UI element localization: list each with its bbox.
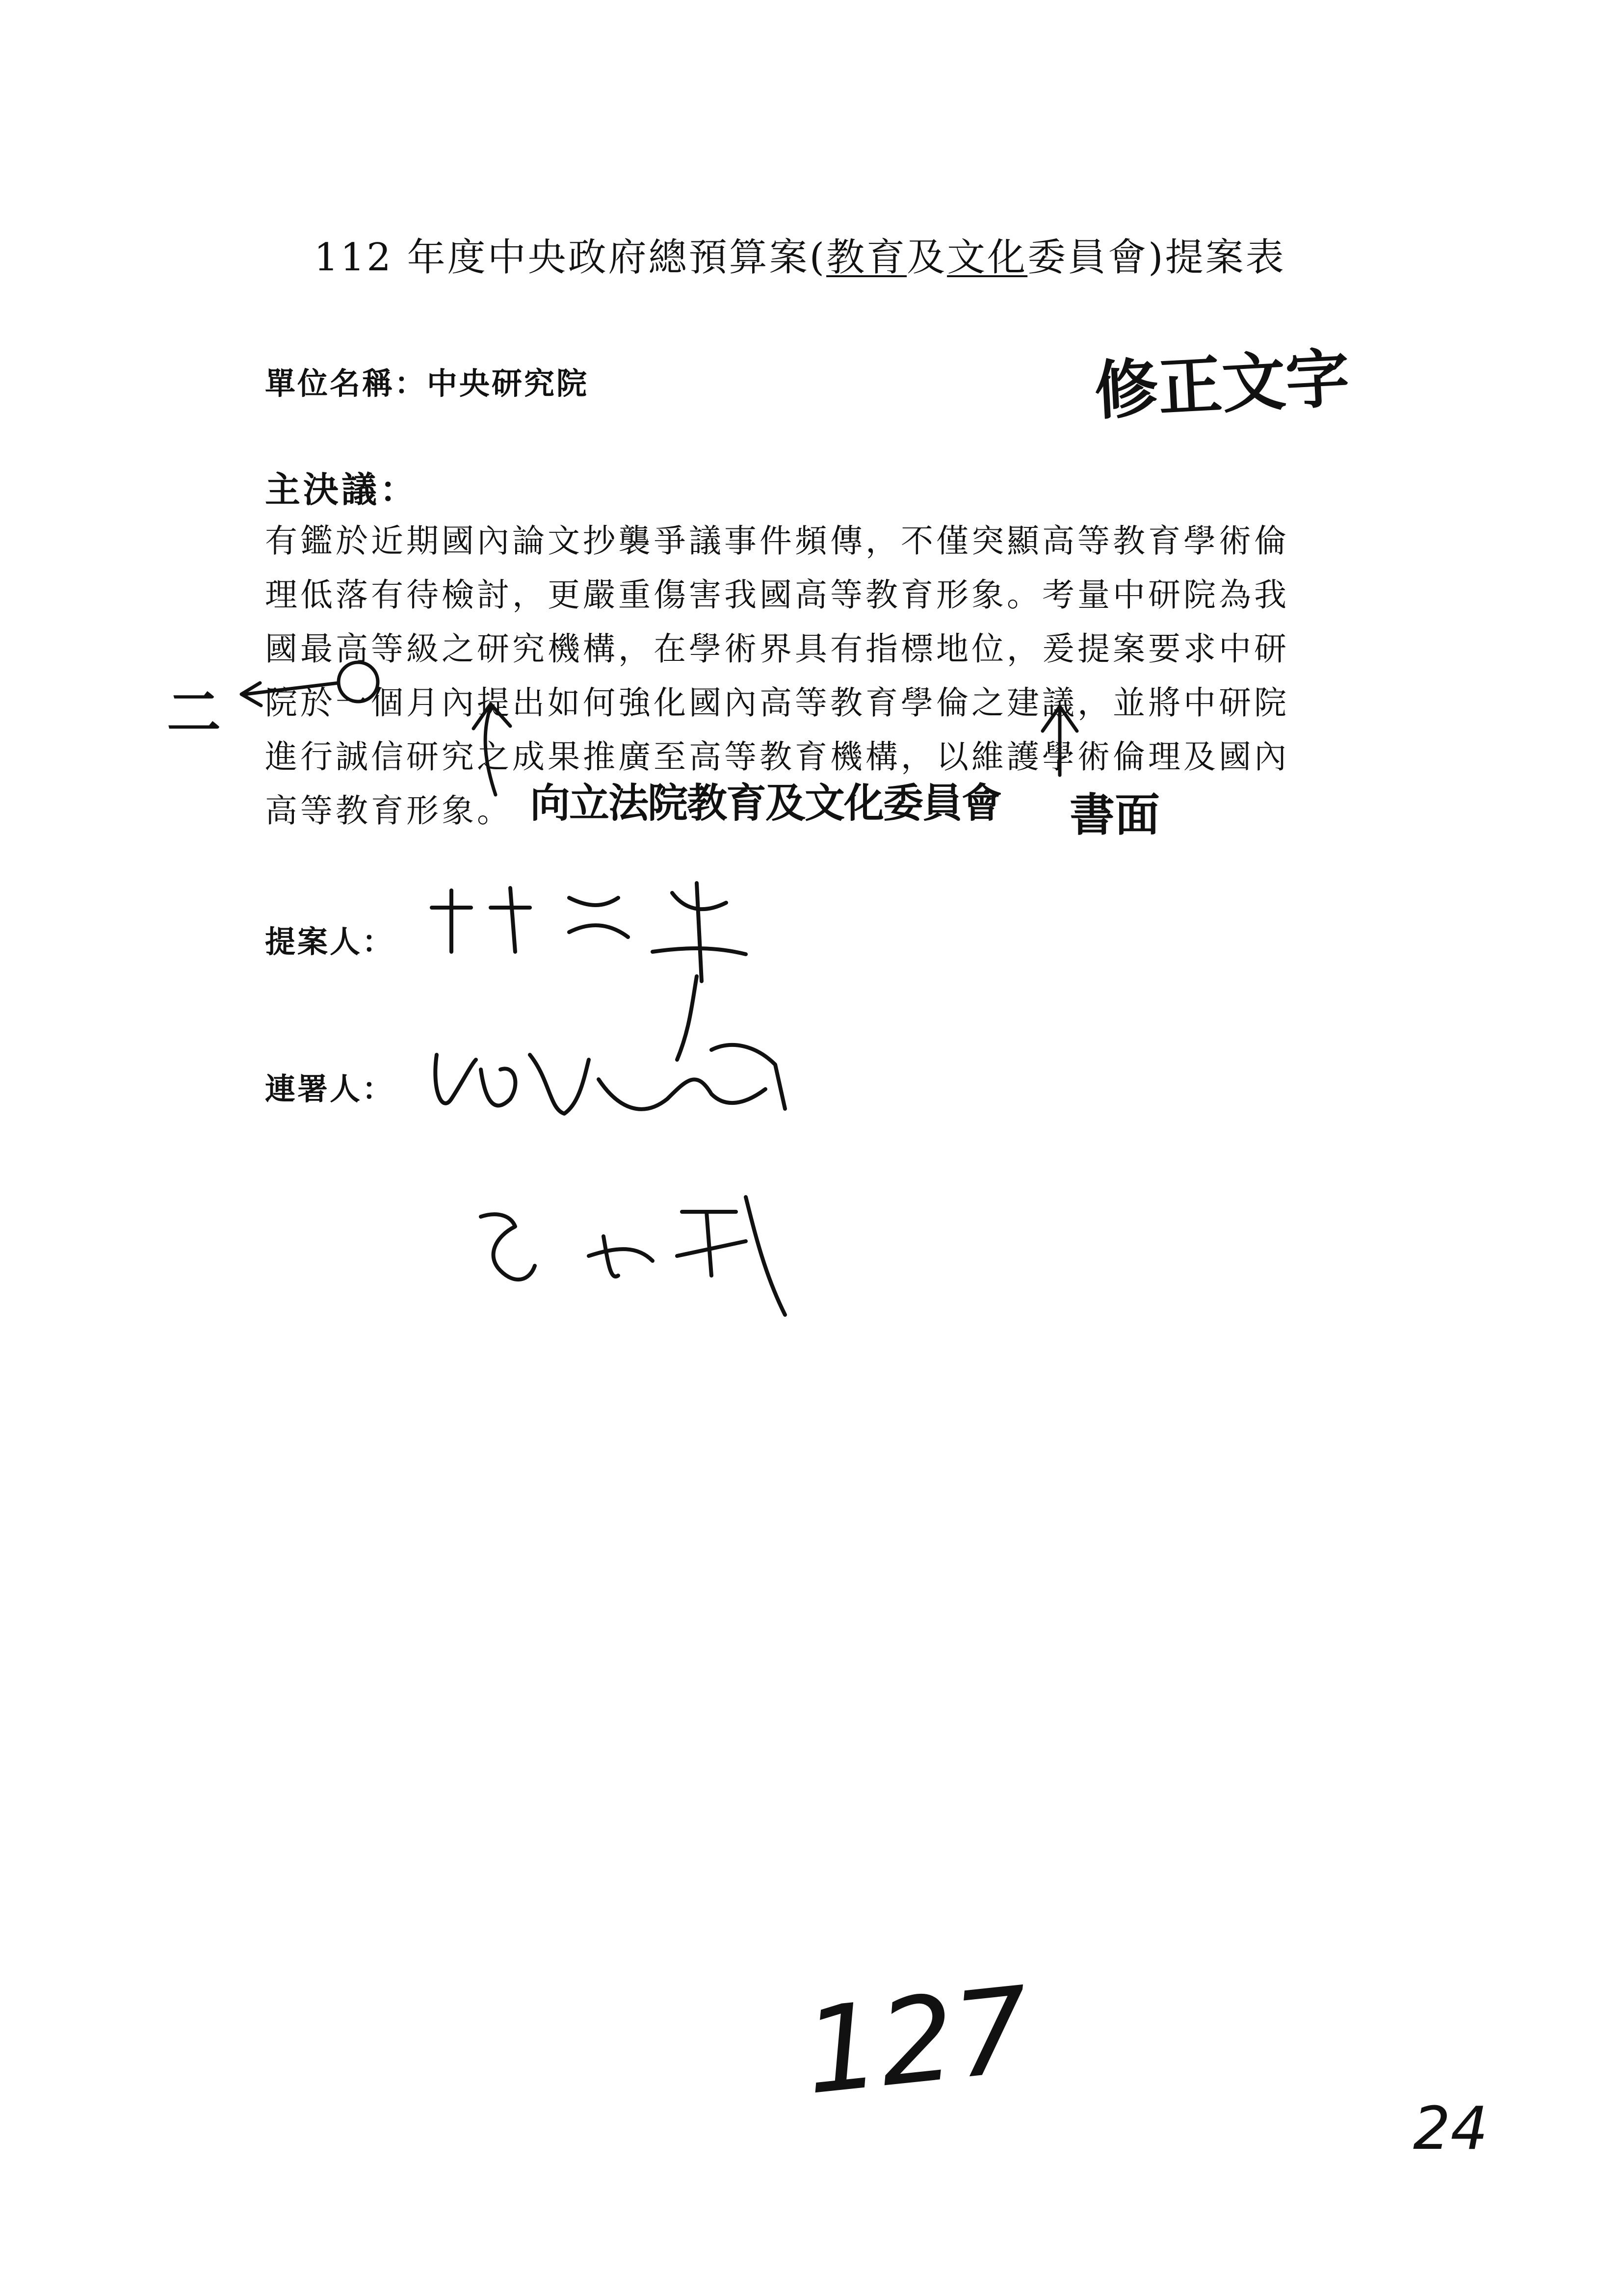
handwritten-correction-note: 修正文字: [1092, 340, 1352, 429]
unit-value: 中央研究院: [427, 365, 589, 401]
resolution-line: 院於一個月內提出如何強化國內高等教育學倫之建議，並將中研院: [265, 684, 1289, 722]
resolution-line: 理低落有待檢討，更嚴重傷害我國高等教育形象。考量中研院為我: [265, 576, 1289, 614]
title-suffix: 委員會)提案表: [1027, 235, 1286, 280]
document-title: [314, 227, 1374, 282]
replacement-arrowhead: [241, 683, 261, 705]
unit-row: [265, 359, 589, 403]
handwritten-replacement-number: 二: [167, 681, 221, 744]
resolution-line: 進行誠信研究之成果推廣至高等教育機構，以維護學術倫理及國內: [265, 738, 1289, 776]
signature-tail-stroke: [677, 976, 697, 1060]
title-prefix: 112 年度中央政府總預算案(: [314, 235, 827, 280]
proposer-signature: [432, 883, 746, 981]
title-committee-and: 及: [907, 235, 947, 280]
title-committee-culture: 文化: [947, 235, 1028, 280]
resolution-heading: 主決議：: [265, 469, 419, 510]
proposer-label: 提案人：: [265, 924, 395, 960]
title-committee-education: 教育: [826, 235, 907, 280]
resolution-line: 高等教育形象。: [265, 792, 512, 830]
unit-label: 單位名稱：: [265, 365, 427, 401]
resolution-line: 有鑑於近期國內論文抄襲爭議事件頻傳，不僅突顯高等教育學術倫: [265, 522, 1289, 560]
handwritten-insert-written: 書面: [1070, 789, 1160, 841]
handwritten-sheet-number: 24: [1413, 2095, 1488, 2163]
handwritten-insert-committee: 向立法院教育及文化委員會: [530, 780, 1001, 827]
resolution-line: 國最高等級之研究機構，在學術界具有指標地位，爰提案要求中研: [265, 630, 1289, 668]
cosigner-label: 連署人：: [265, 1071, 395, 1107]
handwritten-page-number: 127: [798, 1960, 1036, 2121]
cosigner-signature-2: [481, 1197, 785, 1315]
cosigner-signature-1: [435, 1045, 785, 1114]
